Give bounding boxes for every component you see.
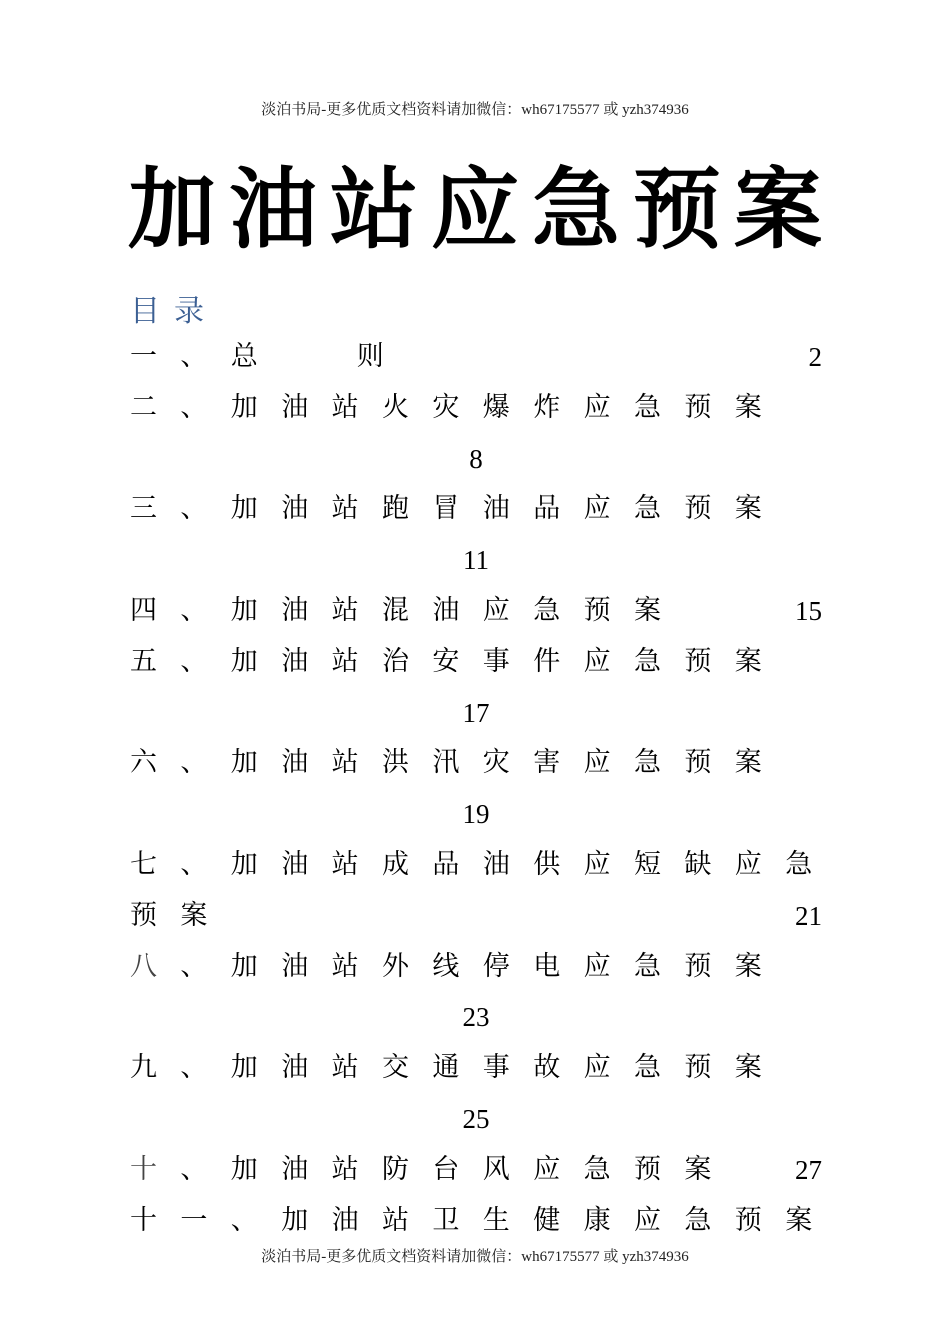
toc-char: 生 [482, 1204, 510, 1236]
title-char: 站 [329, 158, 418, 261]
toc-page-number: 15 [795, 596, 822, 626]
toc-char: 预 [684, 950, 712, 982]
toc-char: 应 [583, 645, 611, 677]
toc-char: 急 [634, 1052, 661, 1084]
toc-char: 应 [482, 595, 510, 626]
toc-char: 预 [130, 899, 157, 931]
toc-char: 加 [230, 391, 258, 423]
toc-char: 灾 [482, 747, 510, 779]
toc-char: 油 [482, 493, 510, 525]
toc-char: 站 [331, 645, 359, 677]
toc-char: 加 [230, 1052, 258, 1084]
toc-char: 八 [130, 950, 157, 982]
toc-char: 、 [180, 1052, 208, 1084]
toc-char: 爆 [482, 391, 510, 423]
toc-char: 预 [684, 391, 712, 423]
toc-line [130, 535, 822, 585]
toc-char: 油 [281, 493, 309, 525]
toc-char: 一 [180, 1204, 208, 1236]
toc-char: 灾 [432, 391, 460, 423]
toc-char: 急 [634, 391, 661, 423]
toc-char: 案 [785, 1204, 813, 1236]
toc-char: 站 [331, 1153, 359, 1185]
toc-char: 预 [684, 747, 712, 779]
toc-char: 短 [634, 849, 661, 880]
toc-char: 案 [734, 391, 762, 423]
toc-char: 油 [281, 595, 309, 626]
toc-page-number: 2 [808, 342, 822, 372]
title-char: 急 [531, 158, 620, 261]
toc-char: 急 [684, 1204, 712, 1236]
toc-char: 六 [130, 747, 157, 779]
toc-char: 洪 [382, 747, 409, 779]
toc-page-number: 8 [469, 443, 483, 474]
toc-char: 急 [583, 1153, 611, 1185]
toc-char: 、 [180, 747, 208, 779]
toc-char: 通 [432, 1052, 460, 1084]
toc-char: 站 [331, 849, 359, 880]
toc-char: 急 [533, 595, 561, 626]
toc-char: 加 [230, 849, 258, 880]
toc-char: 站 [331, 595, 359, 626]
toc-char: 外 [382, 950, 409, 982]
toc-char: 安 [432, 645, 460, 677]
toc-page-number: 21 [795, 900, 822, 931]
toc-char: 冒 [432, 493, 460, 525]
toc-char: 急 [634, 950, 661, 982]
toc-char: 案 [634, 595, 661, 626]
toc-char: 油 [281, 645, 309, 677]
toc-char: 应 [583, 950, 611, 982]
document-title [128, 160, 822, 260]
toc-char: 则 [356, 341, 384, 372]
page-header: 淡泊书局-更多优质文档资料请加微信：wh67175577 或 yzh374936 [261, 102, 689, 118]
toc-char: 成 [382, 849, 409, 880]
toc-char: 风 [482, 1153, 510, 1185]
toc-char: 缺 [684, 849, 712, 880]
toc-line [130, 1043, 822, 1093]
toc-char: 二 [130, 391, 157, 423]
toc-char: 站 [331, 1052, 359, 1084]
toc-char: 案 [180, 899, 208, 931]
toc-line [130, 789, 822, 839]
toc-char: 、 [180, 645, 208, 677]
toc-heading: 目录 [130, 294, 218, 329]
toc-char: 案 [684, 1153, 712, 1185]
toc-char: 站 [331, 391, 359, 423]
toc-char: 急 [785, 849, 813, 880]
toc-char: 一 [130, 341, 157, 372]
toc-char: 加 [281, 1204, 309, 1236]
toc-char: 急 [634, 493, 661, 525]
toc-char: 十 [130, 1153, 157, 1185]
toc-line [130, 992, 822, 1042]
toc-char: 康 [583, 1204, 611, 1236]
toc-page-number: 19 [462, 799, 490, 830]
toc-char: 电 [533, 950, 561, 982]
toc-char: 七 [130, 849, 157, 880]
toc-char: 应 [583, 391, 611, 423]
toc-char: 、 [230, 1204, 258, 1236]
toc-page-number: 23 [462, 1002, 490, 1033]
toc-char: 、 [180, 595, 208, 626]
page-footer: 淡泊书局-更多优质文档资料请加微信：wh67175577 或 yzh374936 [261, 1249, 689, 1265]
toc-char: 案 [734, 747, 762, 779]
toc-char: 停 [482, 950, 510, 982]
toc-char: 交 [382, 1052, 409, 1084]
toc-char: 油 [482, 849, 510, 880]
toc-char: 、 [180, 493, 208, 525]
toc-line [130, 434, 822, 484]
toc-char: 油 [281, 1153, 309, 1185]
toc-char: 站 [382, 1204, 409, 1236]
toc-char: 加 [230, 950, 258, 982]
toc-char: 加 [230, 747, 258, 779]
toc-char: 油 [281, 950, 309, 982]
toc-char: 治 [382, 645, 409, 677]
toc-char: 站 [331, 747, 359, 779]
toc-char: 品 [432, 849, 460, 880]
toc-char: 四 [130, 595, 157, 626]
toc-char: 站 [331, 950, 359, 982]
toc-char: 预 [734, 1204, 762, 1236]
toc-char: 加 [230, 1153, 258, 1185]
toc-char: 油 [281, 747, 309, 779]
toc-page-number: 11 [463, 545, 489, 576]
toc-line [130, 942, 822, 992]
toc-char: 油 [331, 1204, 359, 1236]
toc-char: 应 [583, 747, 611, 779]
toc-line [130, 484, 822, 534]
title-char: 油 [228, 158, 317, 261]
toc-char: 线 [432, 950, 460, 982]
title-char: 加 [128, 158, 217, 261]
toc-char: 、 [180, 849, 208, 880]
toc-char: 油 [432, 595, 460, 626]
toc-char: 油 [281, 391, 309, 423]
toc-char: 急 [634, 645, 661, 677]
toc-char: 预 [634, 1153, 661, 1185]
title-char: 案 [733, 158, 822, 261]
toc-char: 预 [684, 1052, 712, 1084]
toc-char: 站 [331, 493, 359, 525]
toc-char: 事 [482, 1052, 510, 1084]
toc-char: 预 [583, 595, 611, 626]
toc-char: 应 [734, 849, 762, 880]
toc-char: 应 [583, 849, 611, 880]
toc-line [130, 688, 822, 738]
toc-char: 健 [533, 1204, 561, 1236]
toc-char: 总 [230, 341, 258, 372]
toc-char: 件 [533, 645, 561, 677]
toc-char: 应 [634, 1204, 661, 1236]
toc-char: 三 [130, 493, 157, 525]
toc-char: 、 [180, 391, 208, 423]
toc-char: 混 [382, 595, 409, 626]
toc-page-number: 27 [795, 1154, 822, 1185]
toc-char: 加 [230, 493, 258, 525]
toc-char: 防 [382, 1153, 409, 1185]
toc-line [130, 891, 822, 941]
toc-page-number: 25 [462, 1104, 490, 1134]
toc-char: 案 [734, 1052, 762, 1084]
toc-char: 供 [533, 849, 561, 880]
toc-char: 火 [382, 391, 409, 423]
toc-char: 故 [533, 1052, 561, 1084]
toc-char: 、 [180, 1153, 208, 1185]
toc-line [130, 586, 822, 636]
toc-line [130, 1094, 822, 1144]
toc-char: 、 [180, 341, 208, 372]
toc-char: 加 [230, 645, 258, 677]
toc-char: 跑 [382, 493, 409, 525]
toc-line [130, 840, 822, 890]
toc-char: 油 [281, 849, 309, 880]
toc-char: 炸 [533, 391, 561, 423]
toc-char: 预 [684, 645, 712, 677]
toc-char: 汛 [432, 747, 460, 779]
toc-char: 害 [533, 747, 561, 779]
toc-char: 案 [734, 950, 762, 982]
toc-char: 应 [583, 493, 611, 525]
toc-line [130, 332, 822, 382]
toc-char: 台 [432, 1153, 460, 1185]
toc-line [130, 383, 822, 433]
toc-char: 五 [130, 645, 157, 677]
toc-char: 、 [180, 950, 208, 982]
toc-char: 事 [482, 645, 510, 677]
toc-char: 卫 [432, 1204, 460, 1236]
toc-char: 应 [583, 1052, 611, 1084]
toc-char: 预 [684, 493, 712, 525]
toc-char: 十 [130, 1204, 157, 1236]
toc-char: 九 [130, 1052, 157, 1084]
toc-line [130, 738, 822, 788]
toc-char: 加 [230, 595, 258, 626]
toc-page-number: 17 [462, 697, 490, 728]
toc-line [130, 1196, 822, 1246]
toc-line [130, 1145, 822, 1195]
toc-char: 案 [734, 493, 762, 525]
toc-char: 油 [281, 1052, 309, 1084]
toc-char: 应 [533, 1153, 561, 1185]
toc-line [130, 637, 822, 687]
title-char: 预 [632, 158, 721, 261]
title-char: 应 [430, 158, 519, 261]
toc-char: 案 [734, 645, 762, 677]
toc-char: 急 [634, 747, 661, 779]
toc-char: 品 [533, 493, 561, 525]
